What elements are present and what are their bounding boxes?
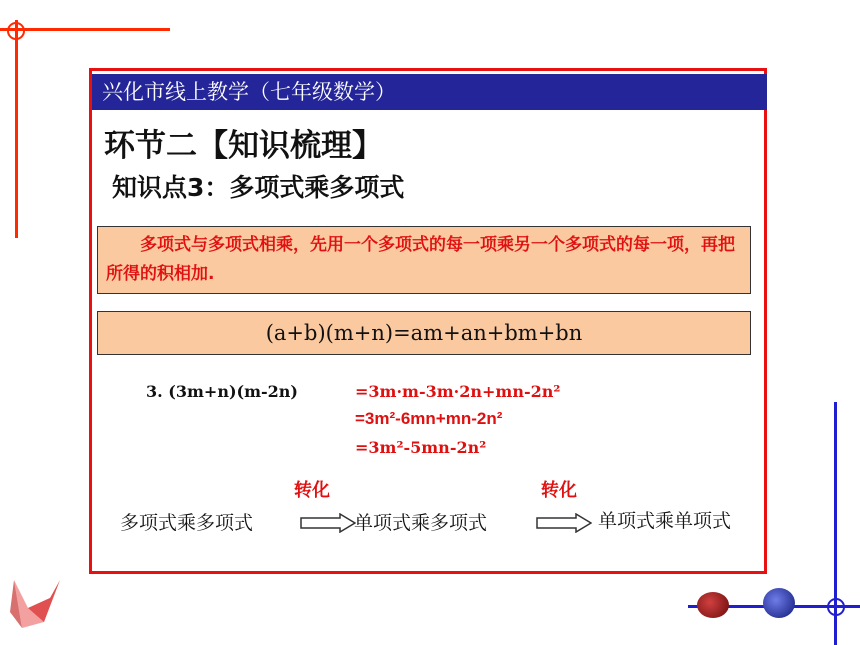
paper-crane-icon — [4, 572, 66, 638]
rule-text: 多项式与多项式相乘，先用一个多项式的每一项乘另一个多项式的每一项，再把所得的积相加. — [106, 235, 735, 284]
flow-node-2: 单项式乘多项式 — [354, 512, 488, 534]
arrow-right-icon — [536, 513, 592, 533]
example-problem: 3. (3m+n)(m-2n) — [146, 382, 298, 401]
rule-box — [97, 226, 751, 294]
convert-label-1: 转化 — [294, 480, 330, 501]
flow-node-3: 单项式乘单项式 — [598, 510, 732, 532]
formula-text: (a+b)(m+n)=am+an+bm+bn — [265, 321, 583, 345]
section-title: 环节二【知识梳理】 — [104, 128, 383, 164]
flow-node-1: 多项式乘多项式 — [120, 512, 254, 534]
header-bar: 兴化市线上教学（七年级数学） — [92, 74, 767, 110]
deco-circle-bottom-right — [827, 598, 845, 616]
deco-circle-top-left — [7, 22, 25, 40]
knowledge-point-title: 知识点3：多项式乘多项式 — [112, 173, 405, 202]
arrow-right-icon — [300, 513, 356, 533]
formula-box — [97, 311, 751, 355]
deco-line-top — [0, 28, 170, 31]
deco-line-left — [15, 20, 18, 238]
convert-label-2: 转化 — [541, 480, 577, 501]
example-step-1: =3m·m-3m·2n+mn-2n² — [355, 382, 561, 401]
example-step-2: =3m²-6mn+mn-2n² — [355, 409, 503, 428]
red-ball-icon — [697, 592, 729, 618]
example-step-3: =3m²-5mn-2n² — [355, 438, 487, 457]
blue-ball-icon — [763, 588, 795, 618]
